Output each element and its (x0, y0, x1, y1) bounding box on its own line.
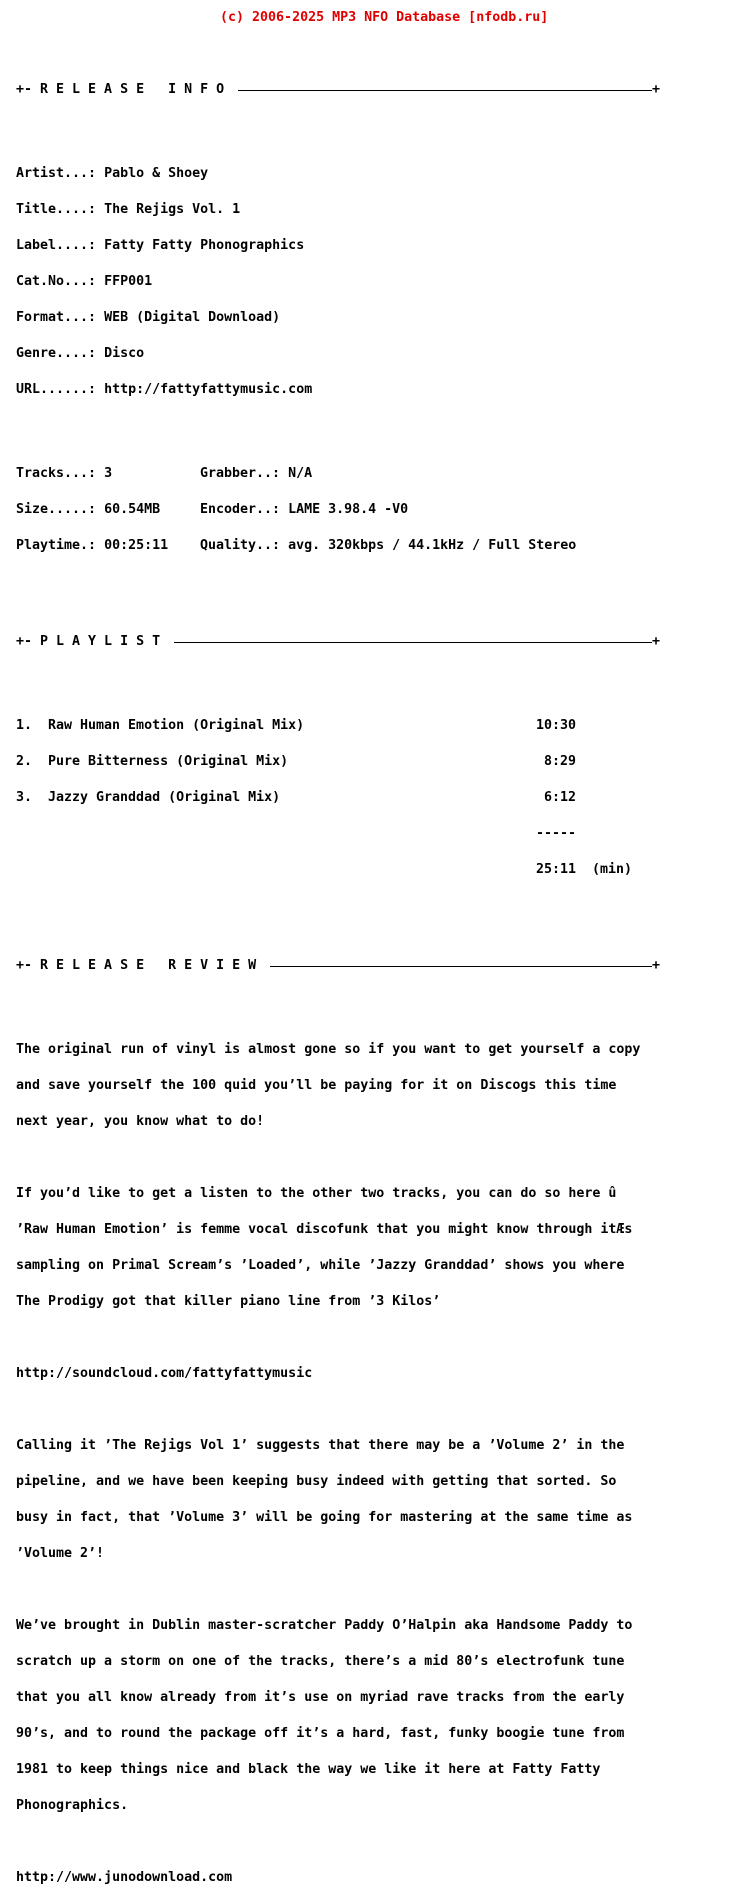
blank-line (16, 996, 656, 1008)
review-line: If you’d like to get a listen to the other two tracks, you can do so here û (16, 1186, 617, 1201)
encoder-cell (200, 504, 408, 516)
blank-line (16, 900, 656, 912)
quality-cell (200, 540, 576, 552)
playlist-track-2 (16, 756, 656, 768)
artist-value: Pablo & Shoey (104, 166, 209, 181)
title-value: The Rejigs Vol. 1 (104, 202, 241, 217)
review-line (16, 1332, 656, 1344)
review-line: ’Raw Human Emotion’ is femme vocal discofunk that you might know through itÆs (16, 1222, 633, 1237)
artist-row (16, 168, 656, 180)
size-encoder-row (16, 504, 656, 516)
playlist-total-row (16, 864, 656, 876)
grabber-label: Grabber..: (200, 466, 289, 481)
genre-label: Genre....: (16, 346, 105, 361)
review-line (16, 1584, 656, 1596)
review-line: 90’s, and to round the package off it’s a hard, fast, funky boogie tune from (16, 1726, 625, 1741)
genre-value: Disco (104, 346, 145, 361)
size-cell (16, 504, 200, 516)
section-title: +- R E L E A S E I N F O (16, 84, 238, 96)
genre-row (16, 348, 656, 360)
corner-plus-icon: + (651, 82, 660, 97)
review-line: scratch up a storm on one of the tracks, there’s a mid 80’s electrofunk tune (16, 1654, 625, 1669)
catno-row (16, 276, 656, 288)
size-value: 60.54MB (104, 502, 161, 517)
label-value: Fatty Fatty Phonographics (104, 238, 305, 253)
label-row (16, 240, 656, 252)
playtime-value: 00:25:11 (104, 538, 169, 553)
tracks-value: 3 (104, 466, 113, 481)
total-divider: ----- (536, 826, 577, 841)
blank-line (16, 420, 656, 432)
review-line: 1981 to keep things nice and black the way we like it here at Fatty Fatty (16, 1762, 601, 1777)
url-row (16, 384, 656, 396)
review-line: Phonographics. (16, 1798, 129, 1813)
review-line: pipeline, and we have been keeping busy indeed with getting that sorted. So (16, 1474, 617, 1489)
credit-text[interactable]: (c) 2006-2025 MP3 NFO Database [nfodb.ru] (220, 10, 549, 25)
size-label: Size.....: (16, 502, 105, 517)
review-line: ’Volume 2’! (16, 1546, 105, 1561)
review-line: The Prodigy got that killer piano line from ’3 Kilos’ (16, 1294, 441, 1309)
encoder-value: LAME 3.98.4 -V0 (288, 502, 409, 517)
credit-spacer (16, 24, 656, 36)
playtime-cell (16, 540, 200, 552)
blank-line (16, 576, 656, 588)
track-number: 2. (16, 754, 33, 769)
playlist-track-1 (16, 720, 656, 732)
track-length: 6:12 (536, 790, 577, 805)
review-line: The original run of vinyl is almost gone so if you want to get yourself a copy (16, 1042, 641, 1057)
total-unit: (min) (592, 862, 633, 877)
review-line: busy in fact, that ’Volume 3’ will be going for mastering at the same time as (16, 1510, 633, 1525)
section-header-playlist (16, 634, 660, 649)
playlist-divider-row (16, 828, 656, 840)
track-number: 1. (16, 718, 33, 733)
url-link[interactable]: http://fattyfattymusic.com (104, 382, 313, 397)
quality-value: avg. 320kbps / 44.1kHz / Full Stereo (288, 538, 577, 553)
format-label: Format...: (16, 310, 105, 325)
url-label: URL......: (16, 382, 105, 397)
grabber-cell (200, 468, 312, 480)
quality-label: Quality..: (200, 538, 289, 553)
track-title: Raw Human Emotion (Original Mix) (48, 718, 305, 733)
playtime-quality-row (16, 540, 656, 552)
blank-line (16, 672, 656, 684)
tracks-label: Tracks...: (16, 466, 105, 481)
soundcloud-link[interactable]: http://soundcloud.com/fattyfattymusic (16, 1366, 313, 1381)
nfo-document (16, 0, 660, 1896)
review-line (16, 1152, 656, 1164)
format-row (16, 312, 656, 324)
playlist-track-3 (16, 792, 656, 804)
title-row (16, 204, 656, 216)
artist-label: Artist...: (16, 166, 105, 181)
review-line: and save yourself the 100 quid you’ll be paying for it on Discogs this time (16, 1078, 617, 1093)
track-title: Pure Bitterness (Original Mix) (48, 754, 289, 769)
track-number: 3. (16, 790, 33, 805)
title-label: Title....: (16, 202, 105, 217)
playtime-label: Playtime.: (16, 538, 105, 553)
review-line (16, 1404, 656, 1416)
review-line: that you all know already from it’s use on myriad rave tracks from the early (16, 1690, 625, 1705)
grabber-value: N/A (288, 466, 313, 481)
blank-line (16, 120, 656, 132)
section-header-release-review (16, 958, 660, 973)
section-title: +- R E L E A S E R E V I E W (16, 960, 270, 972)
track-length: 10:30 (536, 718, 577, 733)
track-title: Jazzy Granddad (Original Mix) (48, 790, 281, 805)
review-line: We’ve brought in Dublin master-scratcher Paddy O’Halpin aka Handsome Paddy to (16, 1618, 633, 1633)
corner-plus-icon: + (651, 634, 660, 649)
corner-plus-icon: + (651, 958, 660, 973)
section-title: +- P L A Y L I S T (16, 636, 174, 648)
review-line: Calling it ’The Rejigs Vol 1’ suggests that there may be a ’Volume 2’ in the (16, 1438, 625, 1453)
catno-label: Cat.No...: (16, 274, 105, 289)
junodownload-link[interactable]: http://www.junodownload.com (16, 1870, 233, 1885)
label-label: Label....: (16, 238, 105, 253)
tracks-cell (16, 468, 200, 480)
total-length: 25:11 (536, 862, 577, 877)
tracks-grabber-row (16, 468, 656, 480)
review-line: next year, you know what to do! (16, 1114, 265, 1129)
track-length: 8:29 (536, 754, 577, 769)
encoder-label: Encoder..: (200, 502, 289, 517)
format-value: WEB (Digital Download) (104, 310, 281, 325)
review-line (16, 1836, 656, 1848)
catno-value: FFP001 (104, 274, 153, 289)
section-header-release-info (16, 82, 660, 97)
review-line: sampling on Primal Scream’s ’Loaded’, while ’Jazzy Granddad’ shows you where (16, 1258, 625, 1273)
